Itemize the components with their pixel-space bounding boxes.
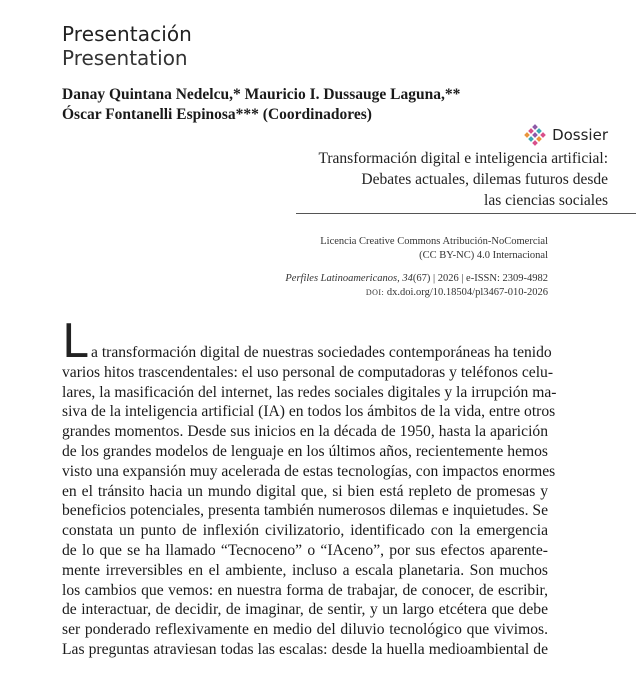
license-line-1: Licencia Creative Commons Atribución-NoComercial bbox=[320, 236, 548, 247]
body-line: lares, la masificación del internet, las redes sociales digitales y la irrupción ma- bbox=[62, 383, 557, 401]
dossier-label: Dossier bbox=[552, 126, 608, 144]
authors-line-1: Danay Quintana Nedelcu,* Mauricio I. Dussauge Laguna,** bbox=[62, 86, 461, 103]
body-line: beneficios potenciales, presenta también numerosos dilemas e inquietudes. Se bbox=[62, 502, 548, 520]
body-line: Las preguntas atraviesan todas las escalas: desde la huella medioambiental de bbox=[62, 640, 548, 658]
body-line: de los grandes modelos de lenguaje en los últimos años, recientemente hemos bbox=[62, 442, 548, 460]
citation-block bbox=[228, 272, 548, 300]
body-line: en el tránsito hacia un mundo digital que, si bien está repleto de promesas y bbox=[62, 482, 548, 500]
body-paragraph bbox=[62, 343, 557, 660]
drop-cap: L bbox=[62, 314, 88, 368]
body-line: los cambios que vemos: en nuestra forma de trabajar, de conocer, de escribir, bbox=[62, 581, 548, 599]
doi-line bbox=[228, 286, 548, 300]
body-line: varios hitos trascendentales: el uso personal de computadoras y teléfonos celu- bbox=[62, 363, 554, 381]
dossier-title-line: Debates actuales, dilemas futuros desde bbox=[361, 171, 608, 188]
citation-line bbox=[228, 272, 548, 286]
body-line: siva de la inteligencia artificial (IA) en todos los ámbitos de la vida, entre otros bbox=[62, 403, 556, 421]
body-line: a transformación digital de nuestras sociedades contemporáneas ha tenido bbox=[91, 344, 552, 361]
authors-block bbox=[62, 85, 562, 125]
license-block bbox=[228, 235, 548, 263]
doi-label: DOI: bbox=[365, 288, 385, 297]
body-line: visto una expansión muy acelerada de estas tecnologías, con impactos enormes bbox=[62, 462, 556, 480]
authors-line-2: Óscar Fontanelli Espinosa*** (Coordinadores) bbox=[62, 106, 372, 123]
dossier-title-line: las ciencias sociales bbox=[484, 192, 608, 209]
license-line-2: (CC BY-NC) 4.0 Internacional bbox=[419, 250, 548, 261]
journal-name: Perfiles Latinoamericanos, bbox=[285, 273, 400, 284]
dossier-diamond-icon bbox=[524, 124, 546, 146]
journal-issue: (67) | 2026 | e-ISSN: 2309-4982 bbox=[412, 273, 548, 284]
journal-volume: 34 bbox=[402, 273, 413, 284]
header-divider bbox=[296, 213, 636, 214]
dossier-heading bbox=[524, 124, 608, 146]
title-english: Presentation bbox=[62, 46, 188, 70]
doi-link[interactable]: dx.doi.org/10.18504/pl3467-010-2026 bbox=[386, 287, 548, 298]
body-line: de lo que se ha llamado “Tecnoceno” o “IAceno”, por sus efectos aparente- bbox=[62, 541, 548, 559]
title-spanish: Presentación bbox=[62, 22, 192, 46]
body-line: grandes momentos. Desde sus inicios en la década de 1950, hasta la aparición bbox=[62, 423, 548, 441]
dossier-title bbox=[288, 148, 608, 211]
body-line: constata un punto de inflexión civilizatorio, identificado con la emergencia bbox=[62, 522, 548, 540]
body-line: mente irreversibles en el ambiente, incluso a escala planetaria. Son muchos bbox=[62, 561, 548, 579]
body-line: ser ponderado reflexivamente en medio del diluvio tecnológico que vivimos. bbox=[62, 621, 548, 639]
body-line: de interactuar, de decidir, de imaginar, de sentir, y un largo etcétera que debe bbox=[62, 601, 548, 619]
dossier-title-line: Transformación digital e inteligencia artificial: bbox=[318, 150, 608, 167]
